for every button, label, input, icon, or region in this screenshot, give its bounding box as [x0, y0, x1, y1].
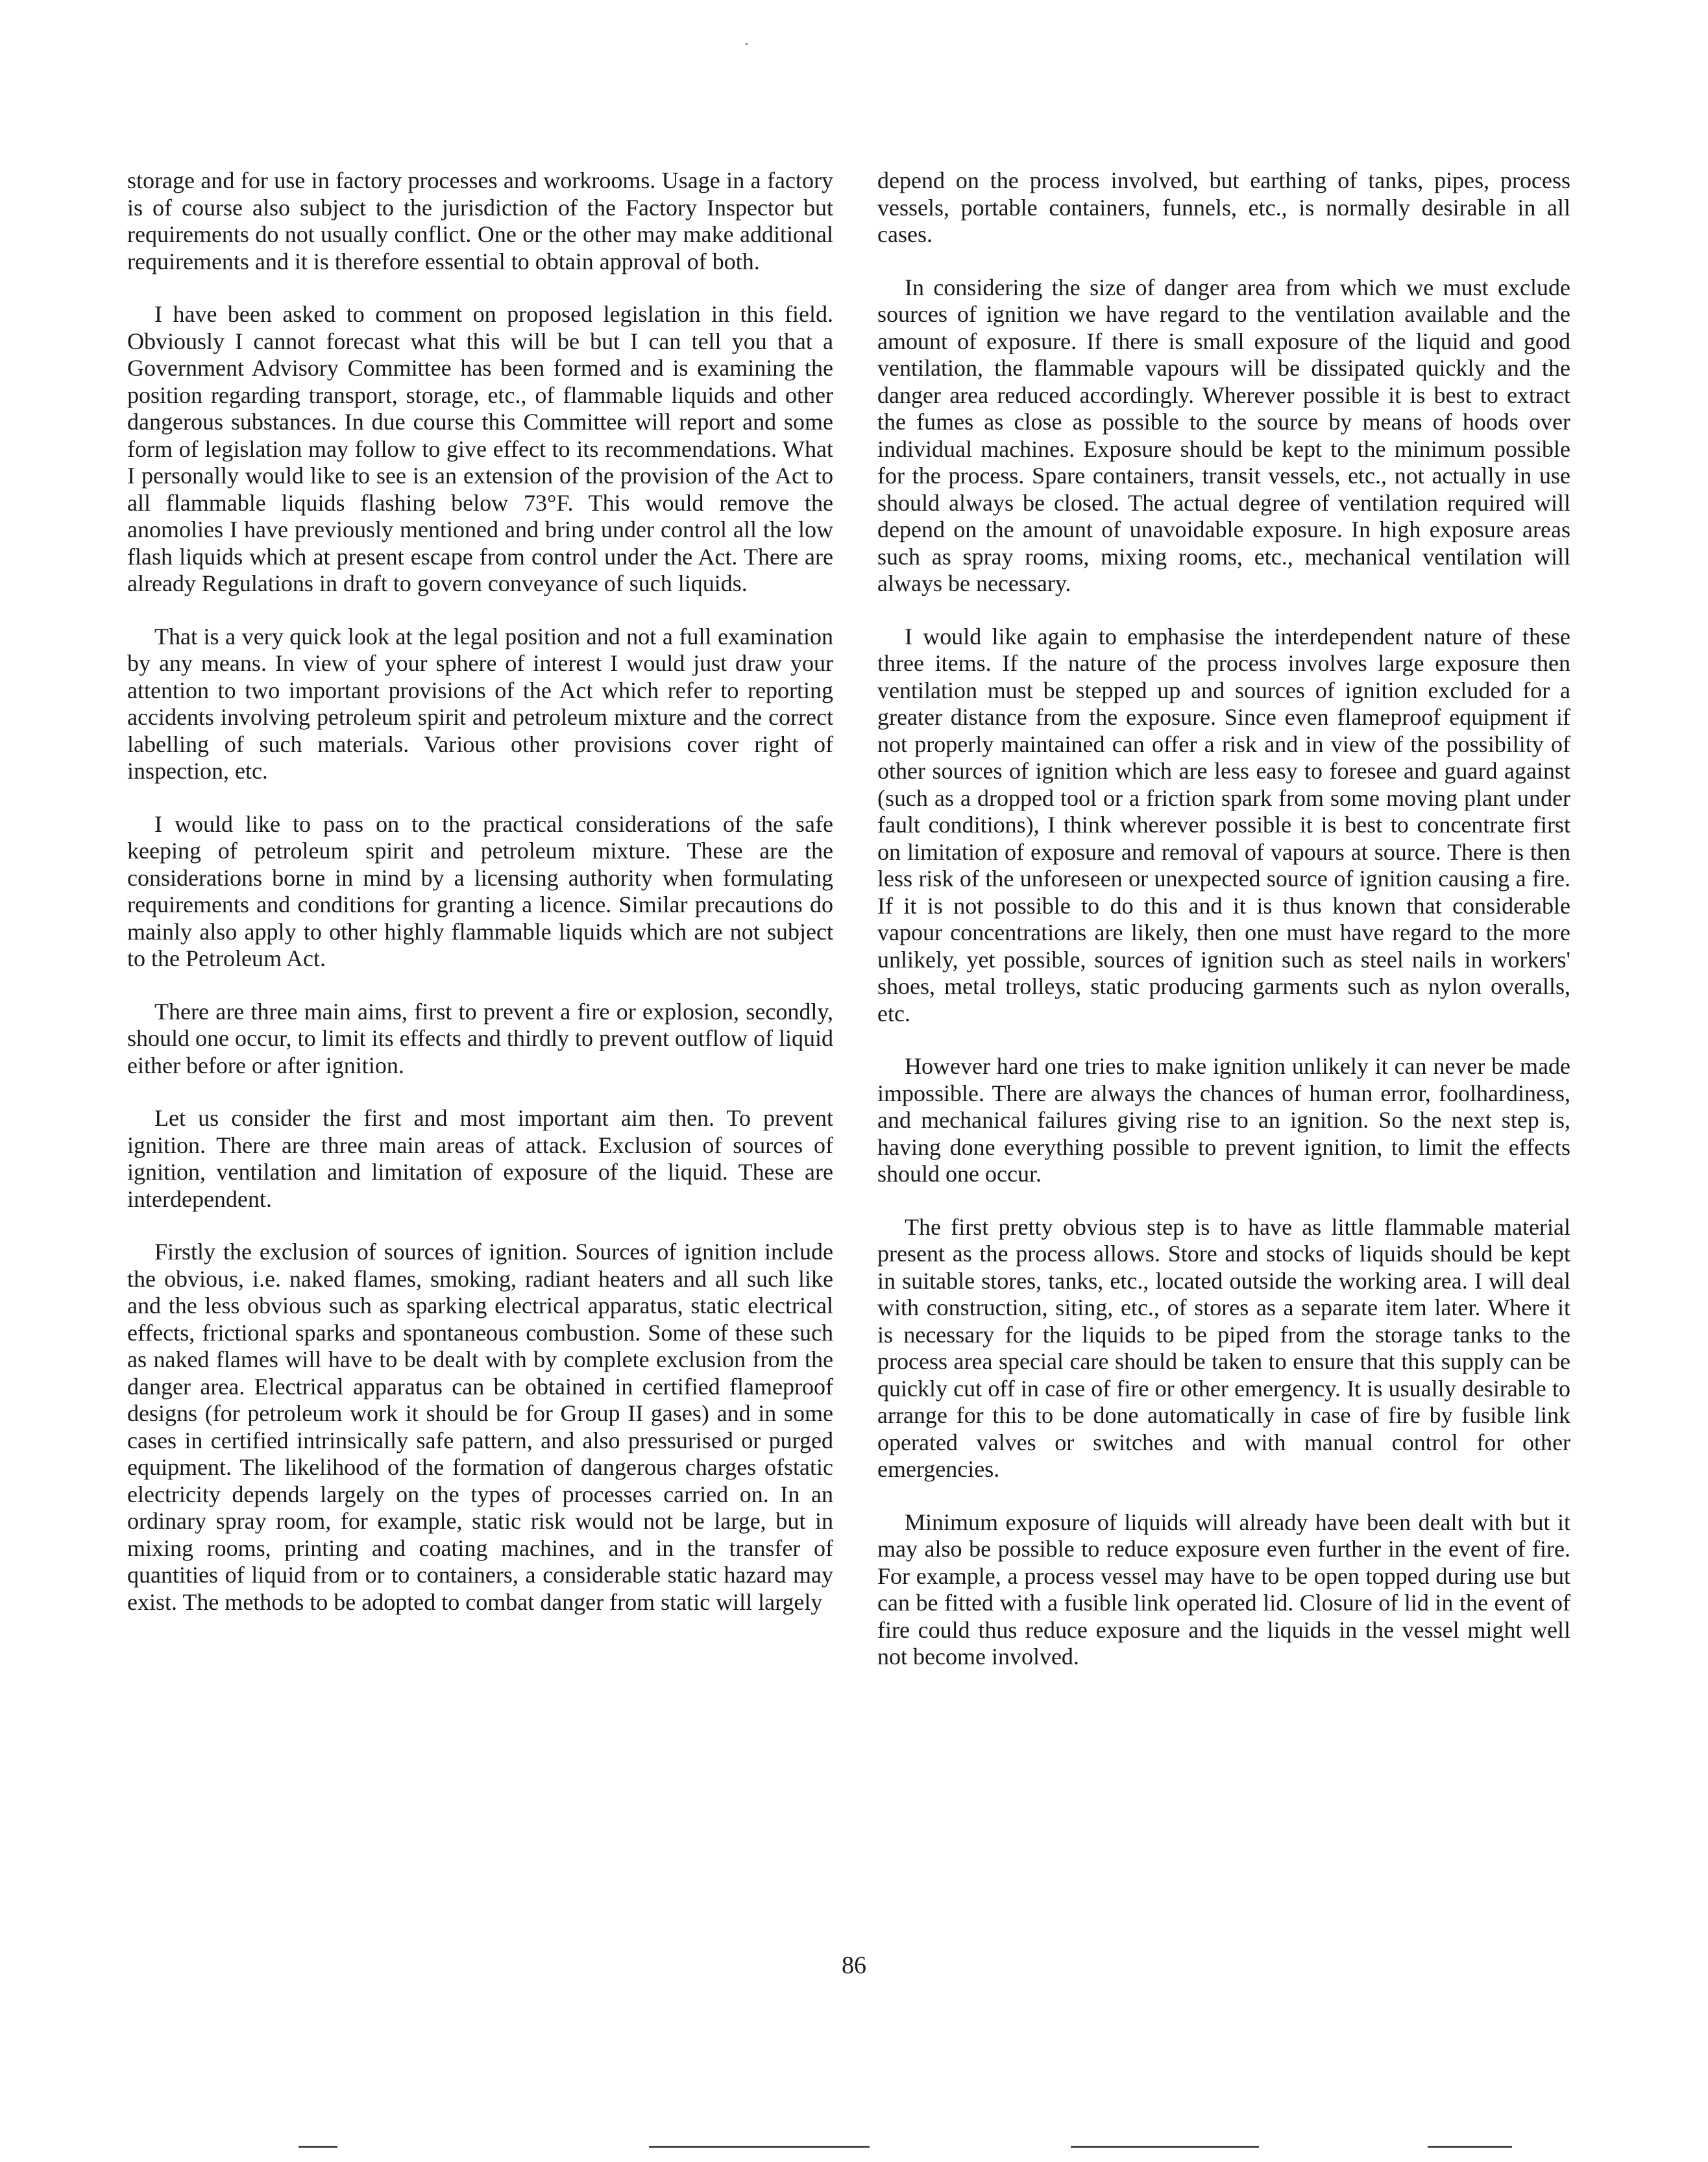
paragraph: The first pretty obvious step is to have as little flammable material present as the process allows. Store and stocks of liquids should be kept in suitable stores, tanks, etc., located outside the working area. I will deal with construction, siting, etc., of stores as a separate item later. Where it is necessary for the liquids to be piped from the storage tanks to the process area special care should be taken to ensure that this supply can be quickly cut off in case of fire or other emergency. It is usually desirable to arrange for this to be done automatically in case of fire by fusible link operated valves or switches and with manual control for other emergencies. — [877, 1213, 1570, 1482]
page-number: 86 — [842, 1952, 866, 1979]
scan-rule — [299, 2146, 337, 2148]
paragraph: In considering the size of danger area from which we must exclude sources of ignition we have regard to the ventilation available and the amount of exposure. If there is small exposure of the liquid and good ventilation, the flammable vapours will be dissipated quickly and the danger area reduced accordingly. Wherever possible it is best to extract the fumes as close as possible to the source by means of hoods over individual machines. Exposure should be kept to the minimum possible for the process. Spare containers, transit vessels, etc., not actually in use should always be closed. The actual degree of ventilation required will depend on the amount of unavoidable exposure. In high exposure areas such as spray rooms, mixing rooms, etc., mechanical ventilation will always be necessary. — [877, 274, 1570, 596]
paragraph: However hard one tries to make ignition unlikely it can never be made impossible. There are always the chances of human error, foolhardiness, and mechanical failures giving rise to an ignition. So the next step is, having done everything possible to prevent ignition, to limit the effects should one occur. — [877, 1053, 1570, 1187]
left-column — [127, 167, 833, 1642]
paragraph: That is a very quick look at the legal position and not a full examination by any means. In view of your sphere of interest I would just draw your attention to two important provisions of the Act which refer to reporting accidents involving petroleum spirit and petroleum mixture and the correct labelling of such materials. Various other provisions cover right of inspection, etc. — [127, 623, 833, 784]
scan-rule — [1428, 2146, 1512, 2148]
scan-rule — [1071, 2146, 1259, 2148]
right-column — [877, 167, 1570, 1697]
paragraph: I would like again to emphasise the interdependent nature of these three items. If the nature of the process involves large exposure then ventilation must be stepped up and sources of ignition excluded for a greater distance from the exposure. Since even flameproof equipment if not properly maintained can offer a risk and in view of the possibility of other sources of ignition which are less easy to foresee and guard against (such as a dropped tool or a friction spark from some moving plant under fault conditions), I think wherever possible it is best to concentrate first on limitation of exposure and removal of vapours at source. There is then less risk of the unforeseen or unexpected source of ignition causing a fire. If it is not possible to do this and it is thus known that considerable vapour concentrations are likely, then one must have regard to the more unlikely, yet possible, sources of ignition such as steel nails in workers' shoes, metal trolleys, static producing garments such as nylon overalls, etc. — [877, 623, 1570, 1026]
paragraph: depend on the process involved, but earthing of tanks, pipes, process vessels, portable containers, funnels, etc., is normally desirable in all cases. — [877, 167, 1570, 247]
scan-speck — [746, 43, 748, 45]
paragraph: There are three main aims, first to prevent a fire or explosion, secondly, should one occur, to limit its effects and thirdly to prevent outflow of liquid either before or after ignition. — [127, 998, 833, 1078]
paragraph: Firstly the exclusion of sources of ignition. Sources of ignition include the obvious, i.e. naked flames, smoking, radiant heaters and all such like and the less obvious such as sparking electrical apparatus, static electrical effects, frictional sparks and spontaneous combustion. Some of these such as naked flames will have to be dealt with by complete exclusion from the danger area. Electrical apparatus can be obtained in certified flameproof designs (for petroleum work it should be for Group II gases) and in some cases in certified intrinsically safe pattern, and also pressurised or purged equipment. The likelihood of the formation of dangerous charges ofstatic electricity depends largely on the types of processes carried on. In an ordinary spray room, for example, static risk would not be large, but in mixing rooms, printing and coating machines, and in the transfer of quantities of liquid from or to containers, a considerable static hazard may exist. The methods to be adopted to combat danger from static will largely — [127, 1239, 833, 1615]
paragraph: I have been asked to comment on proposed legislation in this field. Obviously I cannot forecast what this will be but I can tell you that a Government Advisory Committee has been formed and is examining the position regarding transport, storage, etc., of flammable liquids and other dangerous substances. In due course this Committee will report and some form of legislation may follow to give effect to its recommendations. What I personally would like to see is an extension of the provision of the Act to all flammable liquids flashing below 73°F. This would remove the anomolies I have previously mentioned and bring under control all the low flash liquids which at present escape from control under the Act. There are already Regulations in draft to govern conveyance of such liquids. — [127, 301, 833, 596]
paragraph: Let us consider the first and most important aim then. To prevent ignition. There are three main areas of attack. Exclusion of sources of ignition, ventilation and limitation of exposure of the liquid. These are interdependent. — [127, 1105, 833, 1212]
paragraph: storage and for use in factory processes and workrooms. Usage in a factory is of course also subject to the jurisdiction of the Factory Inspector but requirements do not usually conflict. One or the other may make additional requirements and it is therefore essential to obtain approval of both. — [127, 167, 833, 274]
paragraph: Minimum exposure of liquids will already have been dealt with but it may also be possible to reduce exposure even further in the event of fire. For example, a process vessel may have to be open topped during use but can be fitted with a fusible link operated lid. Closure of lid in the event of fire could thus reduce exposure and the liquids in the vessel might well not become involved. — [877, 1509, 1570, 1670]
scan-rule — [649, 2146, 870, 2148]
paragraph: I would like to pass on to the practical considerations of the safe keeping of petroleum spirit and petroleum mixture. These are the considerations borne in mind by a licensing authority when formulating requirements and conditions for granting a licence. Similar precautions do mainly also apply to other highly flammable liquids which are not subject to the Petroleum Act. — [127, 810, 833, 971]
